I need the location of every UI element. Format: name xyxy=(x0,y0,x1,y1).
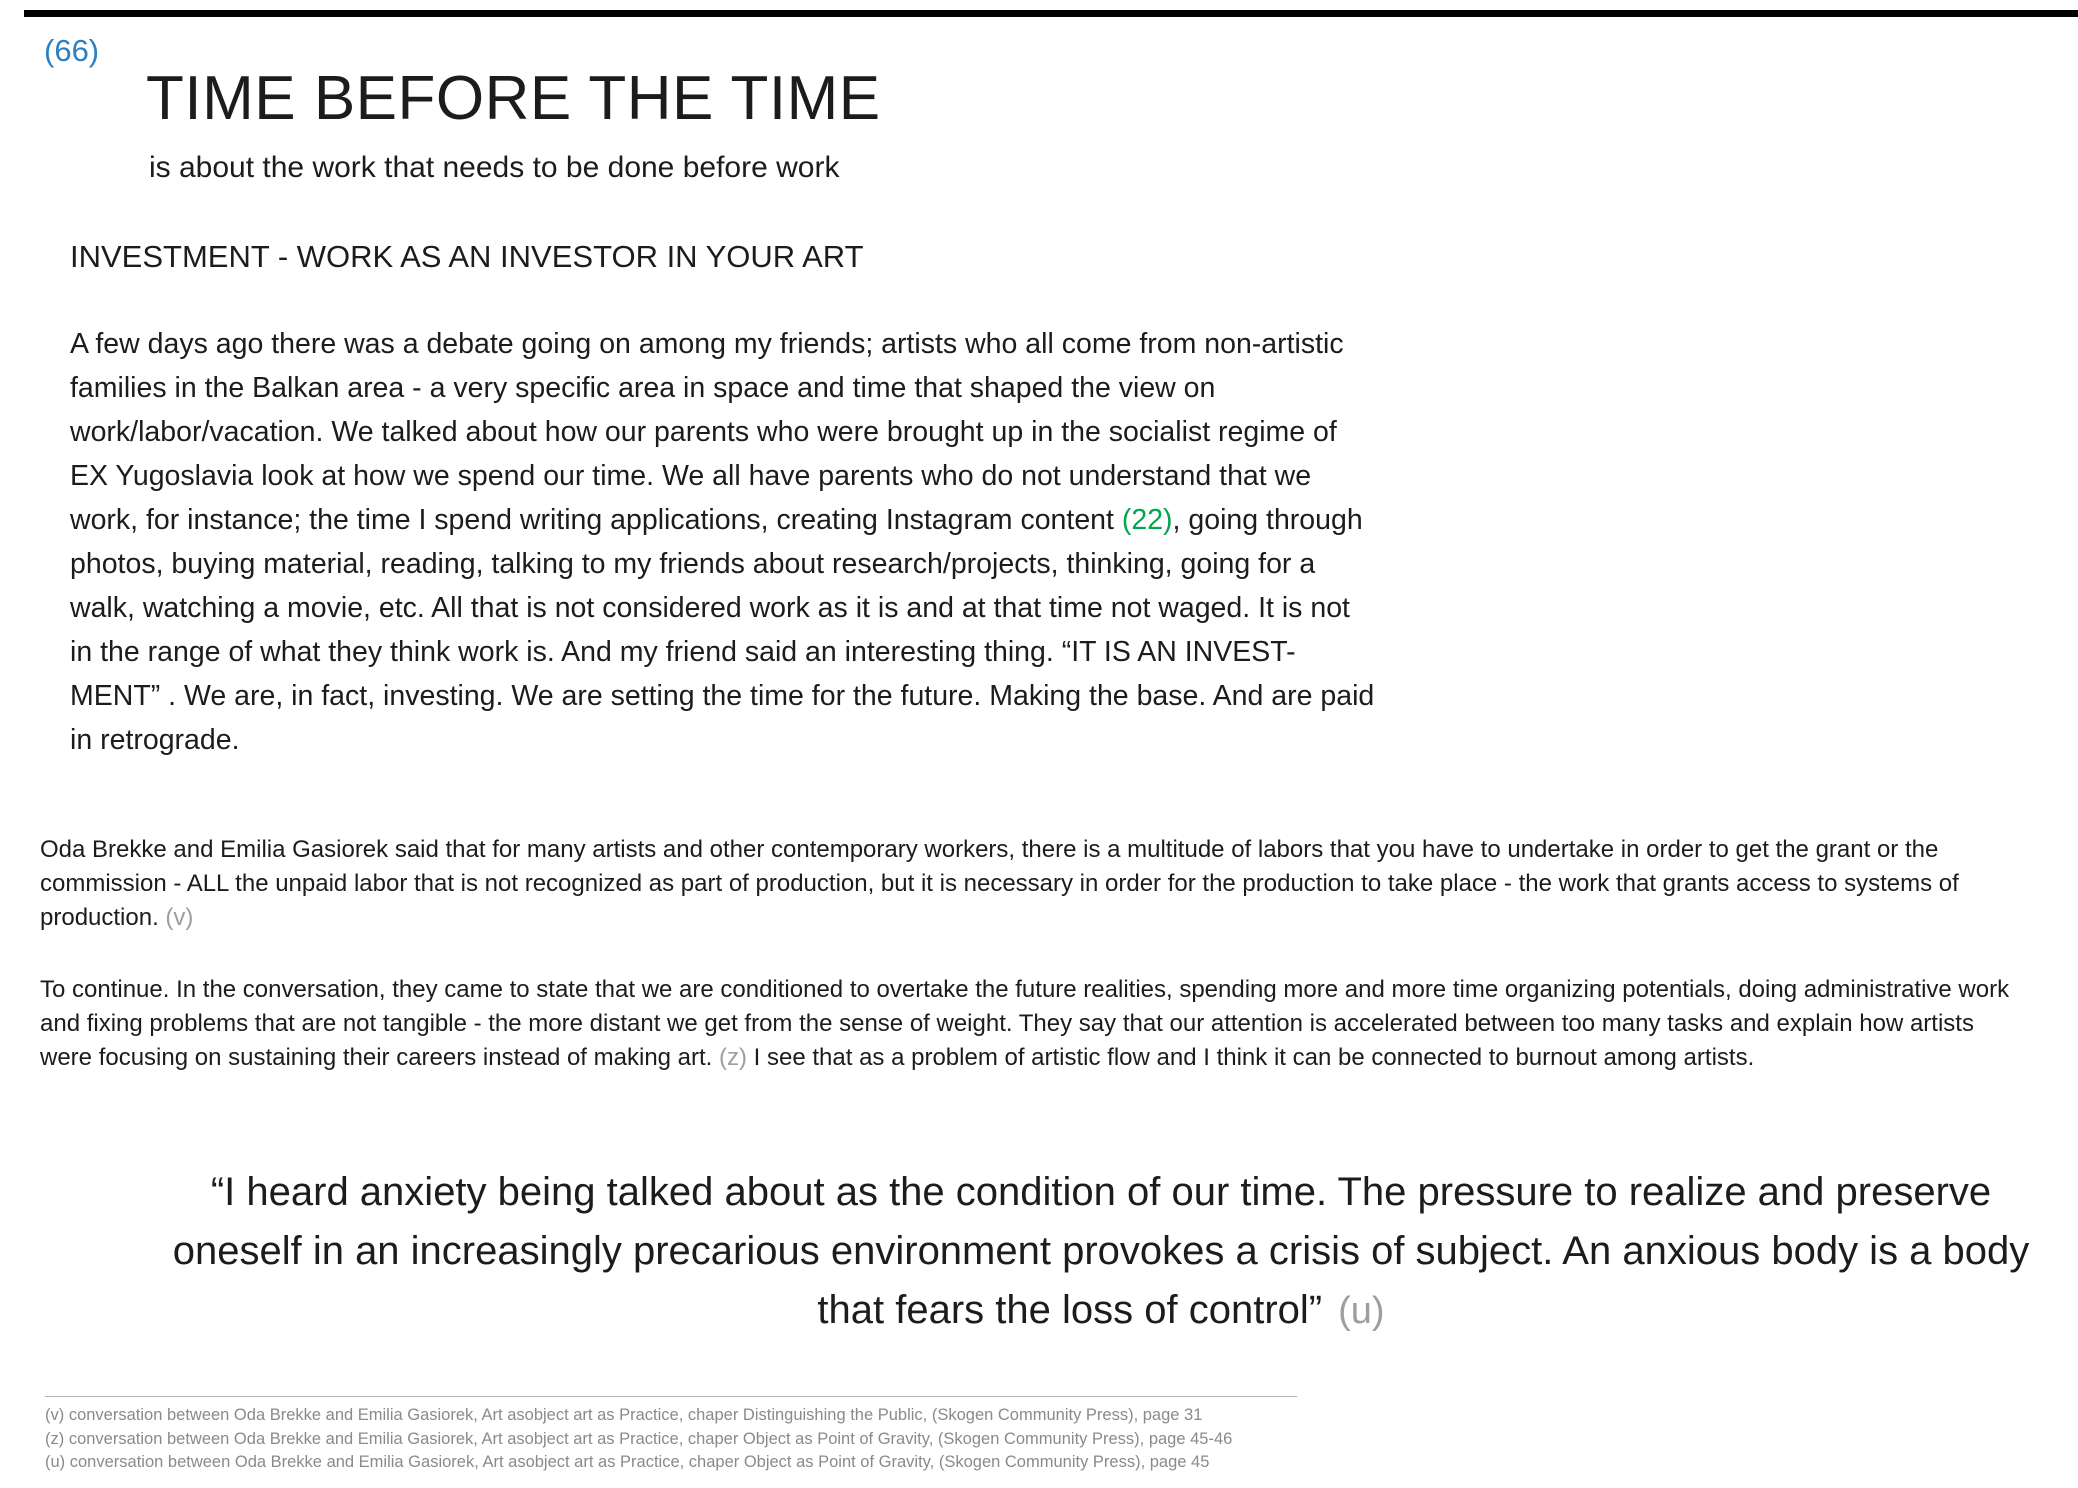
paragraph-z-part1: To continue. In the conversation, they came to state that we are conditioned to overtake the future realities, spending more and more time organizing potentials, doing administrative work and fixing problems that are not tangible - the more distant we get from the sense of weight. They say that our attention is accelerated between too many tasks and explain how artists were focusing on sustaining their careers instead of making art. xyxy=(40,976,2010,1071)
page-subtitle: is about the work that needs to be done before work xyxy=(149,151,840,184)
footnote-u: (u) conversation between Oda Brekke and Emilia Gasiorek, Art asobject art as Practice, chaper Object as Point of Gravity, (Skogen Community Press), page 45 xyxy=(45,1453,1210,1471)
footnote-z: (z) conversation between Oda Brekke and Emilia Gasiorek, Art asobject art as Practice, chaper Object as Point of Gravity, (Skogen Community Press), page 45-46 xyxy=(45,1429,1233,1448)
footnotes xyxy=(45,1404,1445,1475)
page-title: TIME BEFORE THE TIME xyxy=(146,64,881,133)
page-number: (66) xyxy=(44,33,100,68)
reference-z: (z) xyxy=(719,1044,748,1071)
footnote-divider xyxy=(45,1396,1297,1397)
paragraph-v xyxy=(40,833,2015,935)
paragraph-z-part2: I see that as a problem of artistic flow and I think it can be connected to burnout among artists. xyxy=(747,1044,1755,1071)
pull-quote-text: “I heard anxiety being talked about as the condition of our time. The pressure to realize and preserve oneself in an increasingly precarious environment provokes a crisis of subject. An anxious body is a body that fears the loss of control” xyxy=(172,1170,2030,1332)
pull-quote xyxy=(170,1163,2032,1341)
body-text-part2: , going through photos, buying material, reading, talking to my friends about research/projects, thinking, going for a walk, watching a movie, etc. All that is not considered work as it is and at that time not waged. It is not in the range of what they think work is. And my friend said an interesting thing. “IT IS AN INVEST-MENT” . We are, in fact, investing. We are setting the time for the future. Making the base. And are paid in retrograde. xyxy=(70,504,1375,756)
top-rule xyxy=(24,10,2078,17)
body-paragraph xyxy=(70,322,1380,762)
reference-v: (v) xyxy=(165,904,194,931)
reference-22: (22) xyxy=(1121,504,1173,536)
footnote-v: (v) conversation between Oda Brekke and Emilia Gasiorek, Art asobject art as Practice, chaper Distinguishing the Public, (Skogen Community Press), page 31 xyxy=(45,1406,1203,1424)
section-heading: INVESTMENT - WORK AS AN INVESTOR IN YOUR ART xyxy=(70,239,864,274)
paragraph-z xyxy=(40,973,2015,1075)
paragraph-v-text: Oda Brekke and Emilia Gasiorek said that for many artists and other contemporary workers, there is a multitude of labors that you have to undertake in order to get the grant or the commission - ALL the unpaid labor that is not recognized as part of production, but it is necessary in order for the production to take place - the work that grants access to systems of production. xyxy=(40,836,1959,931)
reference-u: (u) xyxy=(1338,1290,1385,1332)
body-text-part1: A few days ago there was a debate going on among my friends; artists who all come from non-artistic families in the Balkan area - a very specific area in space and time that shaped the view on work/labor/vacation. We talked about how our parents who were brought up in the socialist regime of EX Yugoslavia look at how we spend our time. We all have parents who do not understand that we work, for instance; the time I spend writing applications, creating Instagram content xyxy=(70,328,1344,536)
